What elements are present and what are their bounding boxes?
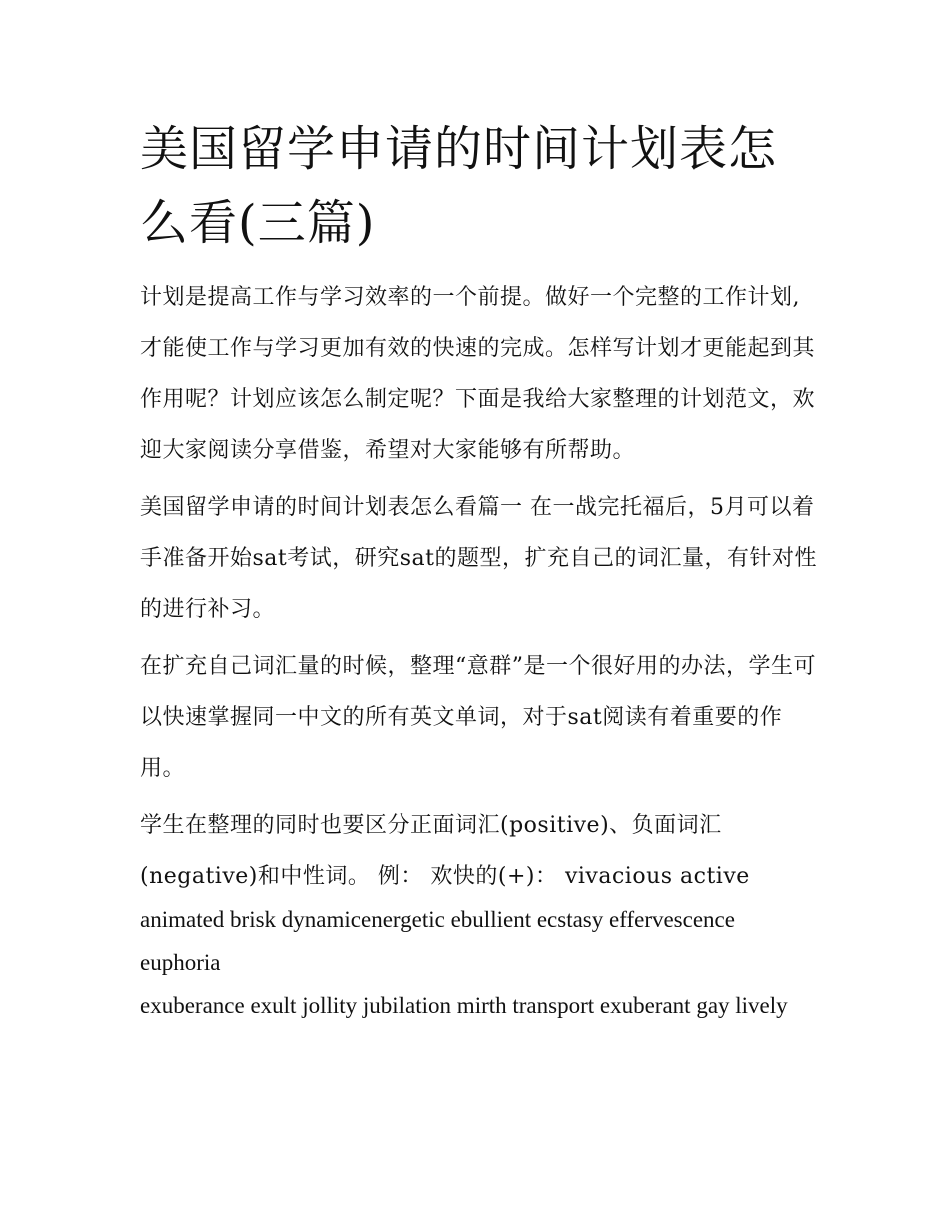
intro-paragraph: 计划是提高工作与学习效率的一个前提。做好一个完整的工作计划,才能使工作与学习更加有效的快速的完成。怎样写计划才更能起到其作用呢？计划应该怎么制定呢？下面是我给大家整理的计划范文，欢迎大家阅读分享借鉴，希望对大家能够有所帮助。 xyxy=(140,285,816,463)
english-word-line: exuberance exult jollity jubilation mirth transport exuberant gay lively xyxy=(140,993,788,1018)
word-category-paragraph: 学生在整理的同时也要区分正面词汇(positive)、负面词汇(negative)和中性词。 例： 欢快的(+)： vivacious active xyxy=(140,813,750,889)
english-word-list xyxy=(140,898,820,1027)
english-word-line: animated brisk dynamicenergetic ebullient ecstasy effervescence euphoria xyxy=(140,907,735,975)
document-title: 美国留学申请的时间计划表怎么看(三篇) xyxy=(140,121,778,251)
document-page xyxy=(140,112,820,1027)
section-one-paragraph: 美国留学申请的时间计划表怎么看篇一 在一战完托福后，5月可以着手准备开始sat考试，研究sat的题型，扩充自己的词汇量，有针对性的进行补习。 xyxy=(140,495,817,622)
vocabulary-tip-paragraph: 在扩充自己词汇量的时候，整理“意群”是一个很好用的办法，学生可以快速掌握同一中文的所有英文单词，对于sat阅读有着重要的作用。 xyxy=(140,654,816,781)
